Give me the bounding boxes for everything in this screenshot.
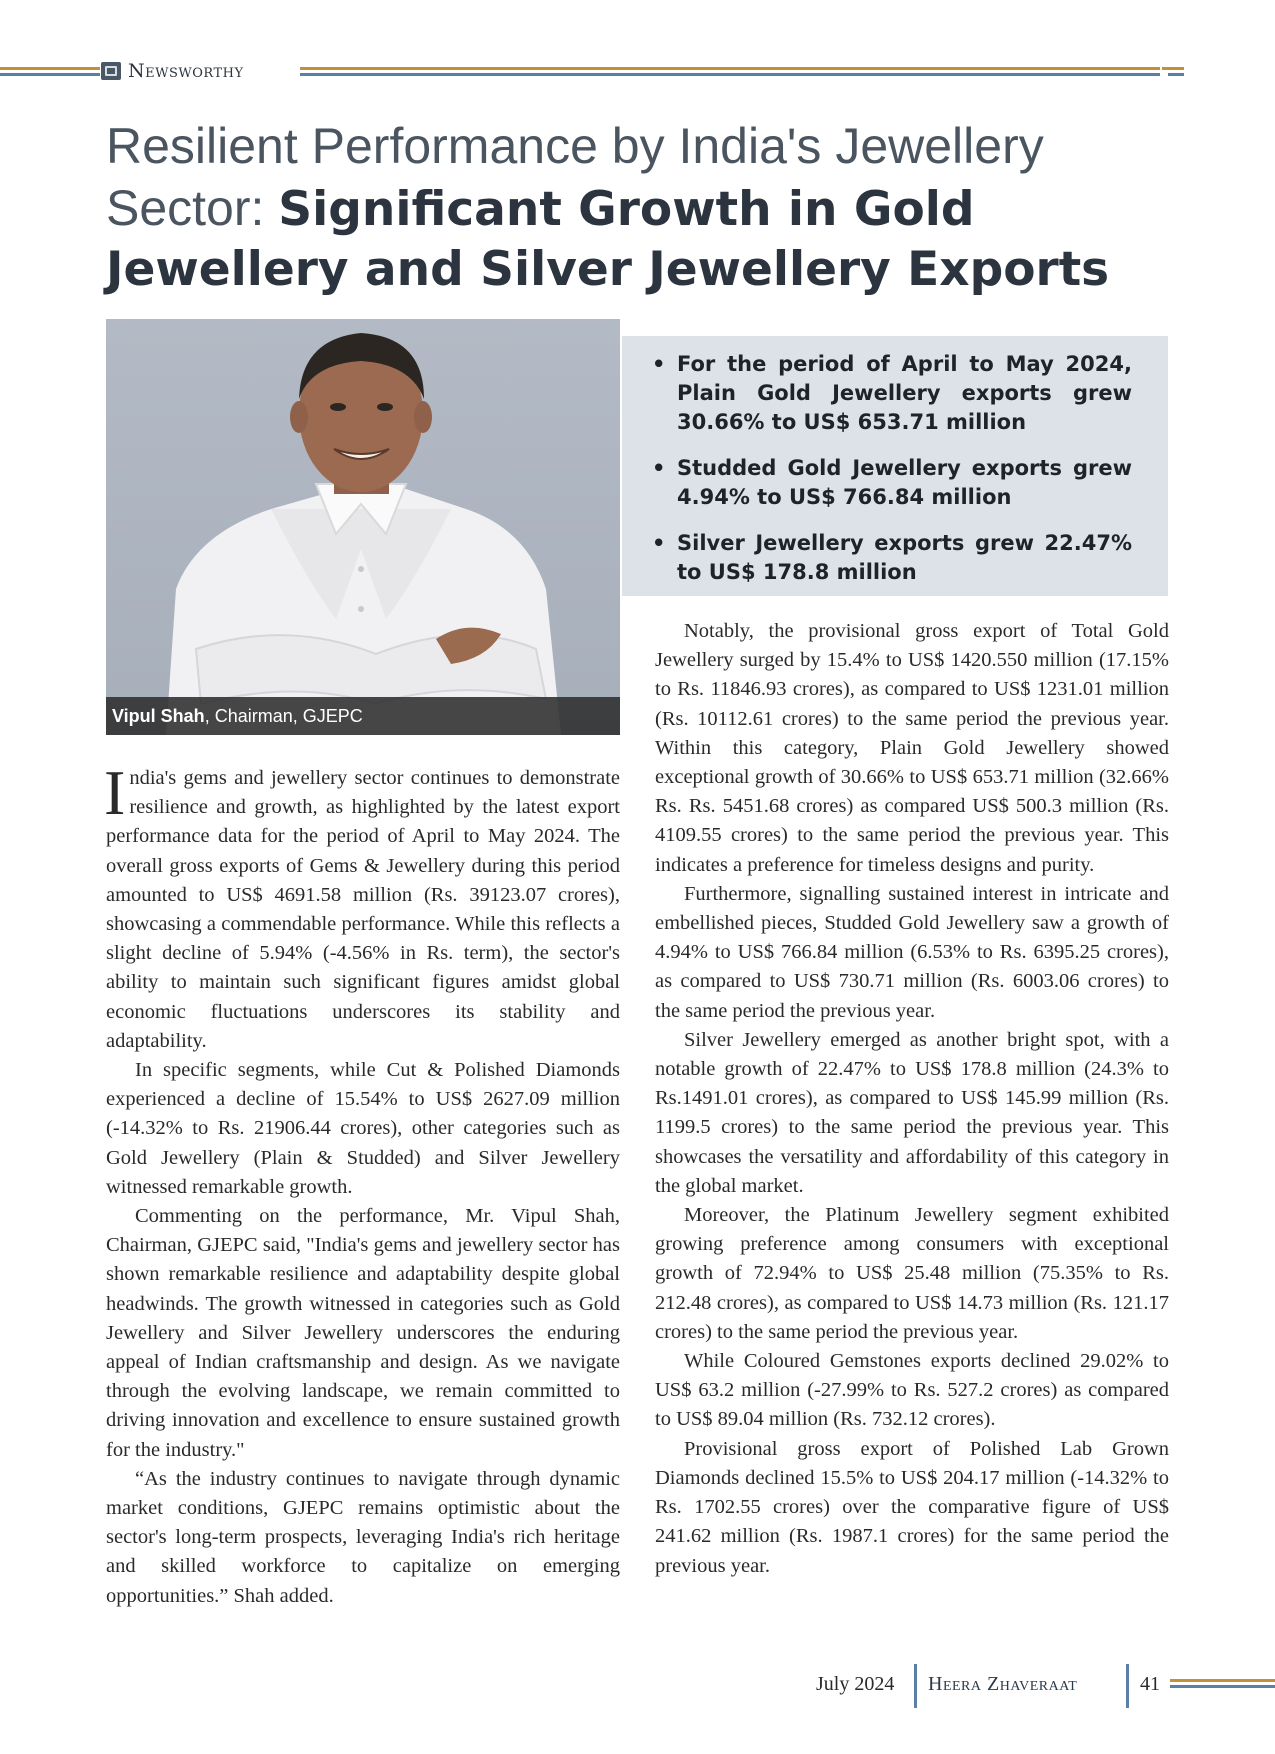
footer-rule-blue bbox=[1170, 1685, 1275, 1688]
page-number: 41 bbox=[1140, 1673, 1160, 1695]
highlights-box bbox=[622, 336, 1168, 596]
paragraph: “As the industry continues to navigate through dynamic market conditions, GJEPC remains optimistic about the sector's long-term prospects, leveraging India's rich heritage and skilled workforce to capitalize on emerging opportunities.” Shah added. bbox=[106, 1467, 620, 1607]
portrait-photo bbox=[106, 319, 620, 735]
paragraph: Furthermore, signalling sustained interest in intricate and embellished pieces, Studded Gold Jewellery saw a growth of 4.94% to US$ 766.84 million (6.53% to Rs. 6395.25 crores), as compared to US$ 730.71 million (Rs. 6003.06 crores) to the same period the previous year. bbox=[655, 882, 1169, 1022]
footer-divider bbox=[1126, 1664, 1129, 1708]
paragraph: In specific segments, while Cut & Polished Diamonds experienced a decline of 15.54% to US$ 2627.09 million (-14.32% to Rs. 21906.44 crores), other categories such as Gold Jewellery (Plain & Studded) and Silver Jewellery witnessed remarkable growth. bbox=[106, 1059, 620, 1198]
highlight-item: • Studded Gold Jewellery exports grew 4.94% to US$ 766.84 million bbox=[650, 454, 1132, 512]
section-tag bbox=[101, 58, 252, 84]
paragraph: Notably, the provisional gross export of Total Gold Jewellery surged by 15.4% to US$ 1420.550 million (17.15% to Rs. 11846.93 crores), as compared to US$ 1231.01 million (Rs. 10112.61 crores) to the same period the previous year. Within this category, Plain Gold Jewellery showed exceptional growth of 30.66% to US$ 653.71 million (32.66% Rs. Rs. 5451.68 crores) as compared US$ 500.3 million (Rs. 4109.55 crores) to the same period the previous year. This indicates a preference for timeless designs and purity. bbox=[655, 620, 1169, 876]
paragraph: While Coloured Gemstones exports declined 29.02% to US$ 63.2 million (-27.99% to Rs. 527.2 crores) as compared to US$ 89.04 million (Rs. 732.12 crores). bbox=[655, 1350, 1169, 1431]
header-rule-accent-blue bbox=[1168, 73, 1184, 76]
highlight-item: • Silver Jewellery exports grew 22.47% to US$ 178.8 million bbox=[650, 529, 1132, 587]
caption-role: , Chairman, GJEPC bbox=[204, 705, 363, 726]
footer-magazine-name: Heera Zhaveraat bbox=[928, 1673, 1078, 1695]
section-label: Newsworthy bbox=[128, 60, 244, 82]
paragraph-text: ndia's gems and jewellery sector continues to demonstrate resilience and growth, as highlighted by the latest export performance data for the period of April to May 2024. The overall gross exports of Gems & Jewellery during this period amounted to US$ 4691.58 million (Rs. 39123.07 crores), showcasing a commendable performance. While this reflects a slight decline of 5.94% (-4.56% in Rs. term), the sector's ability to maintain such significant figures amidst global economic fluctuations underscores its stability and adaptability. bbox=[106, 767, 620, 1052]
title-light: Resilient Performance by India's Jewellery Sector: bbox=[106, 118, 1044, 236]
paragraph: Provisional gross export of Polished Lab Grown Diamonds declined 15.5% to US$ 204.17 million (-14.32% to Rs. 1702.55 crores) over the comparative figure of US$ 241.62 million (Rs. 1987.1 crores) for the same period the previous year. bbox=[655, 1437, 1169, 1577]
paragraph bbox=[104, 757, 620, 1056]
header-rule-gold bbox=[0, 67, 100, 70]
left-column bbox=[104, 757, 620, 1611]
title-bold: Significant Growth in Gold Jewellery and Silver Jewellery Exports bbox=[106, 182, 1110, 297]
footer-date: July 2024 bbox=[816, 1673, 895, 1695]
photo-caption bbox=[106, 697, 620, 735]
right-column bbox=[655, 617, 1169, 1581]
header-rule-accent bbox=[1162, 67, 1184, 70]
footer-rule-gold bbox=[1170, 1679, 1275, 1682]
paragraph: Silver Jewellery emerged as another bright spot, with a notable growth of 22.47% to US$ 178.8 million (24.3% to Rs.1491.01 crores), as compared to US$ 145.99 million (Rs. 1199.5 crores) to the same period the previous year. This showcases the versatility and affordability of this category in the global market. bbox=[655, 1028, 1169, 1197]
highlight-item: • For the period of April to May 2024, Plain Gold Jewellery exports grew 30.66% to US$ 653.71 million bbox=[650, 350, 1132, 437]
caption-name: Vipul Shah bbox=[112, 705, 205, 726]
header-rule-blue-right bbox=[300, 73, 1160, 76]
highlights-list bbox=[650, 350, 1132, 587]
paragraph: Moreover, the Platinum Jewellery segment exhibited growing preference among consumers with exceptional growth of 72.94% to US$ 25.48 million (75.35% to Rs. 212.48 crores), as compared to US$ 14.73 million (Rs. 121.17 crores) to the same period the previous year. bbox=[655, 1204, 1169, 1343]
footer-divider bbox=[914, 1664, 917, 1708]
drop-cap: I bbox=[104, 757, 126, 828]
article-title bbox=[106, 116, 1186, 300]
newspaper-icon bbox=[101, 62, 121, 80]
portrait-illustration bbox=[106, 319, 620, 735]
paragraph: Commenting on the performance, Mr. Vipul Shah, Chairman, GJEPC said, "India's gems and jewellery sector has shown remarkable resilience and adaptability despite global headwinds. The growth witnessed in categories such as Gold Jewellery and Silver Jewellery underscores the enduring appeal of Indian craftsmanship and design. As we navigate through the evolving landscape, we remain committed to driving innovation and excellence to ensure sustained growth for the industry." bbox=[106, 1205, 620, 1461]
header-rule-blue bbox=[0, 73, 100, 76]
header-rule-gold-right bbox=[300, 67, 1160, 70]
